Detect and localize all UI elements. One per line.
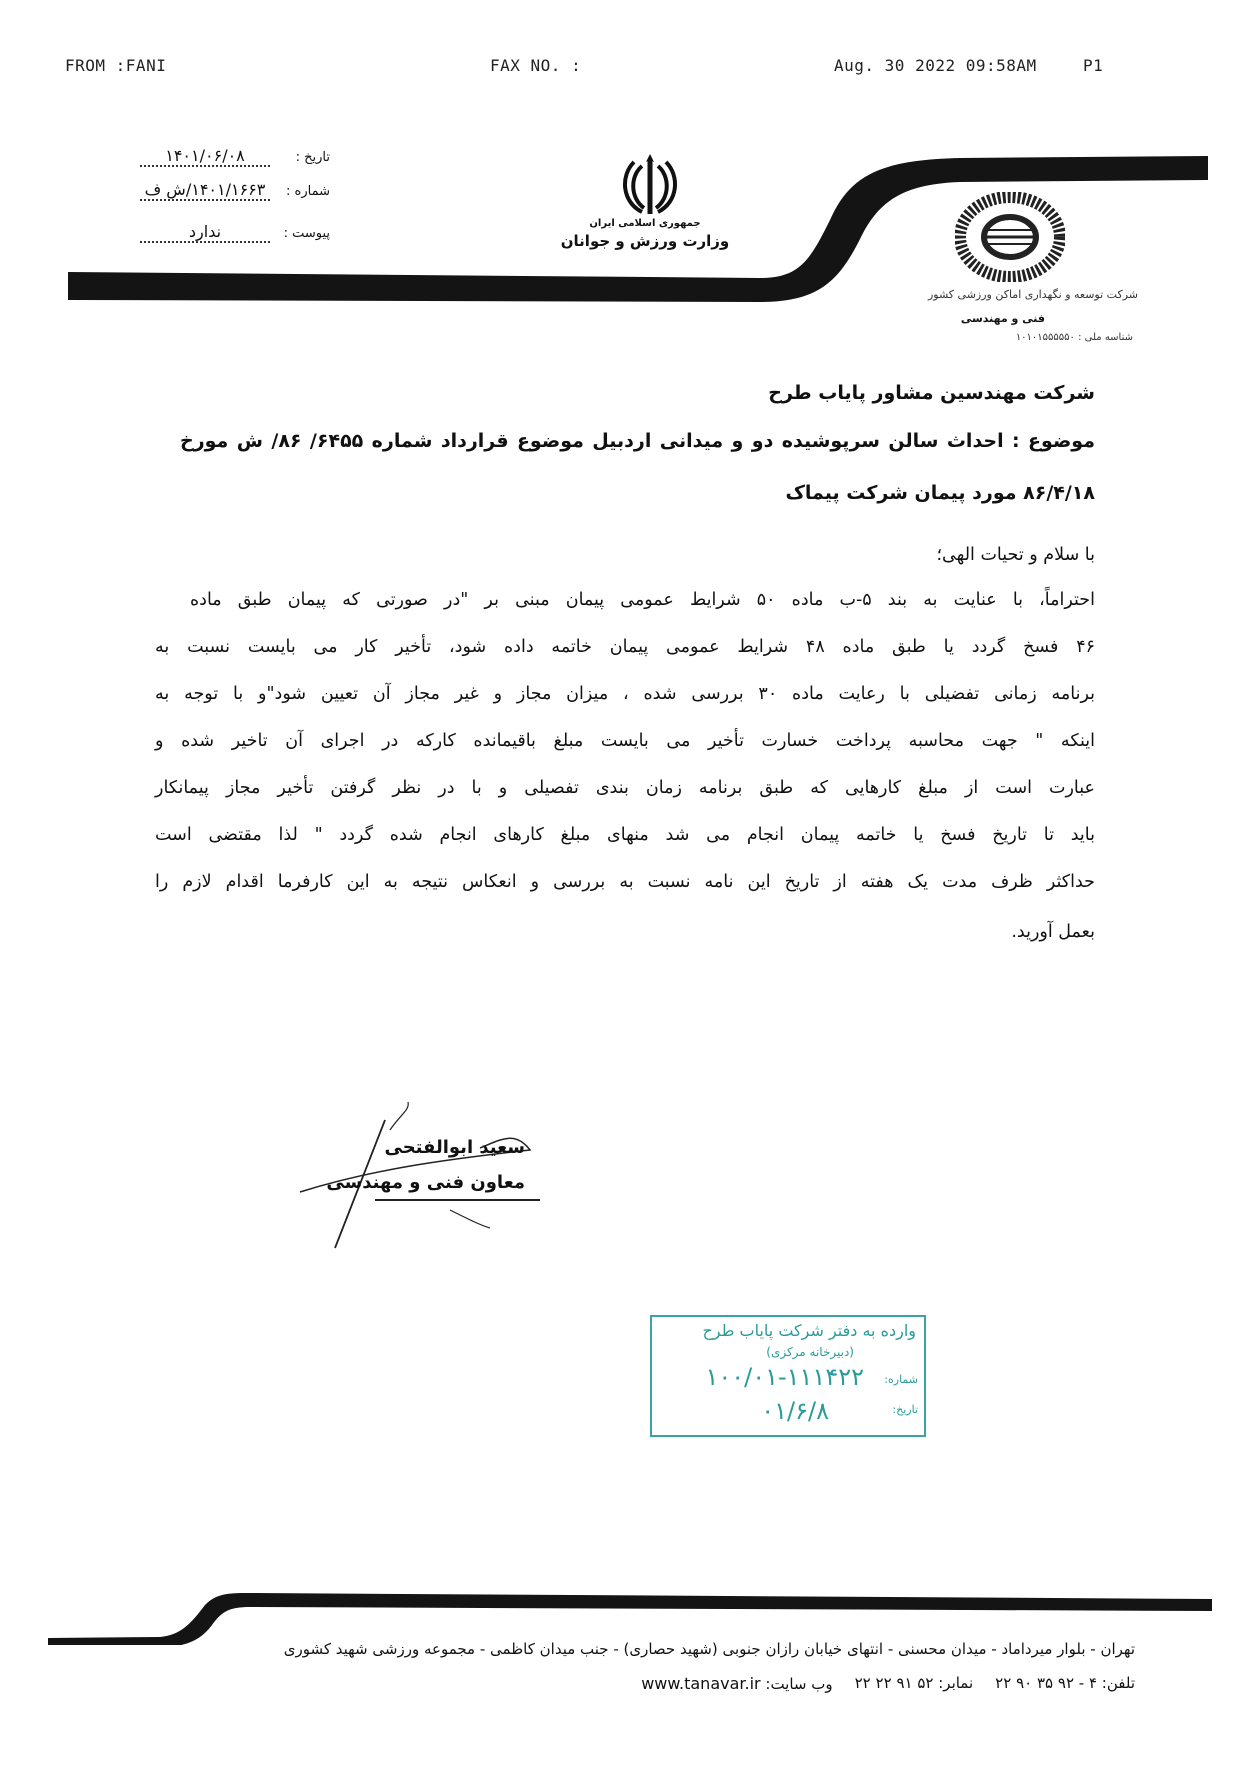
iran-emblem-icon [620,152,680,218]
fax-from: FROM :FANI [65,56,167,75]
fax-number: FAX NO. : [490,56,582,75]
ref-date [120,146,330,167]
ministry-name: وزارت ورزش و جوانان [560,232,730,250]
footer-website[interactable]: www.tanavar.ir [641,1674,761,1693]
body-line: بعمل آورید. [1011,922,1095,942]
body-line: اینکه " جهت محاسبه پرداخت خسارت تأخیر می بایست مبلغ باقیمانده کارکه در اجرای آن تاخیر شده و [155,731,1095,751]
greeting: با سلام و تحیات الهی؛ [936,545,1095,565]
attachment-label: پیوست : [283,226,330,241]
department-name: فنی و مهندسی [960,312,1045,325]
subject-line-2: ۸۶/۴/۱۸ مورد پیمان شرکت پیماک [785,482,1095,504]
stamp-number-label: شماره: [884,1373,918,1386]
attachment-value: ندارد [140,222,270,243]
received-stamp [650,1315,926,1437]
country-name: جمهوری اسلامی ایران [589,218,701,229]
date-value: ۱۴۰۱/۰۶/۰۸ [140,146,270,167]
stamp-heading: وارده به دفتر شرکت پایاب طرح [702,1321,916,1340]
body-line: عبارت است از مبلغ کارهایی که طبق برنامه زمان بندی تفصیلی و با در نظر گرفتن تأخیر مجاز پیمانکار [155,778,1095,798]
fax-timestamp: Aug. 30 2022 09:58AM [834,56,1037,75]
subject-line-1: موضوع : احداث سالن سرپوشیده دو و میدانی اردبیل موضوع قرارداد شماره ۶۴۵۵/ ۸۶/ ش مورخ [180,430,1095,452]
stamp-number-value: ۱۰۰/۰۱-۱۱۱۴۲۲ [705,1363,864,1391]
stamp-subheading: (دبیرخانه مرکزی) [766,1345,854,1359]
signer-title: معاون فنی و مهندسی [326,1172,525,1193]
fax-page: P1 [1083,56,1104,75]
footer-address: تهران - بلوار میرداماد - میدان محسنی - انتهای خیابان رازان جنوبی (شهید حصاری) - جنب میدان کاظمی - مجموعه ورزشی شهید کشوری [283,1640,1135,1658]
stamp-date-label: تاریخ: [892,1403,918,1416]
national-id: شناسه ملی : ۱۰۱۰۱۵۵۵۵۵۰ [1015,332,1133,343]
body-line: برنامه زمانی تفضیلی با رعایت ماده ۳۰ بررسی شده ، میزان مجاز و غیر مجاز آن تعیین شود"و با توجه به [155,684,1096,704]
ref-attachment [120,222,330,243]
ref-number [120,180,330,201]
number-label: شماره : [286,184,330,199]
stamp-date-value: ۰۱/۶/۸ [761,1397,829,1425]
number-value: ۱۴۰۱/۱۶۶۳/ش ف [140,180,270,201]
footer-band [0,1585,1250,1645]
date-label: تاریخ : [295,150,330,165]
body-line: ۴۶ فسخ گردد یا طبق ماده ۴۸ شرایط عمومی پیمان خاتمه داده شود، تأخیر کار می بایست نسبت به [155,637,1095,657]
footer-contacts [641,1674,1135,1693]
body-line: حداکثر ظرف مدت یک هفته از تاریخ این نامه نسبت به بررسی و انعکاس نتیجه به این کارفرما اقدام لازم را [155,872,1095,892]
company-logo-icon [955,192,1065,282]
body-line: باید تا تاریخ فسخ یا خاتمه پیمان انجام می شد منهای مبلغ کارهای انجام شده گردد " لذا مقتضی است [155,825,1095,845]
signer-name: سعید ابوالفتحی [384,1137,525,1158]
footer-website-group [641,1674,832,1693]
recipient: شرکت مهندسین مشاور پایاب طرح [768,382,1095,404]
footer-phone: تلفن: ۴ - ۹۲ ۳۵ ۹۰ ۲۲ [995,1674,1135,1692]
body-line: احتراماً، با عنایت به بند ۵-ب ماده ۵۰ شرایط عمومی پیمان مبنی بر "در صورتی که پیمان طبق ماده [190,590,1095,610]
footer-website-label: وب سایت: [765,1675,833,1693]
company-name: شرکت توسعه و نگهداری اماکن ورزشی کشور [927,288,1138,301]
footer-fax: نمابر: ۵۲ ۹۱ ۲۲ ۲۲ [854,1674,974,1692]
